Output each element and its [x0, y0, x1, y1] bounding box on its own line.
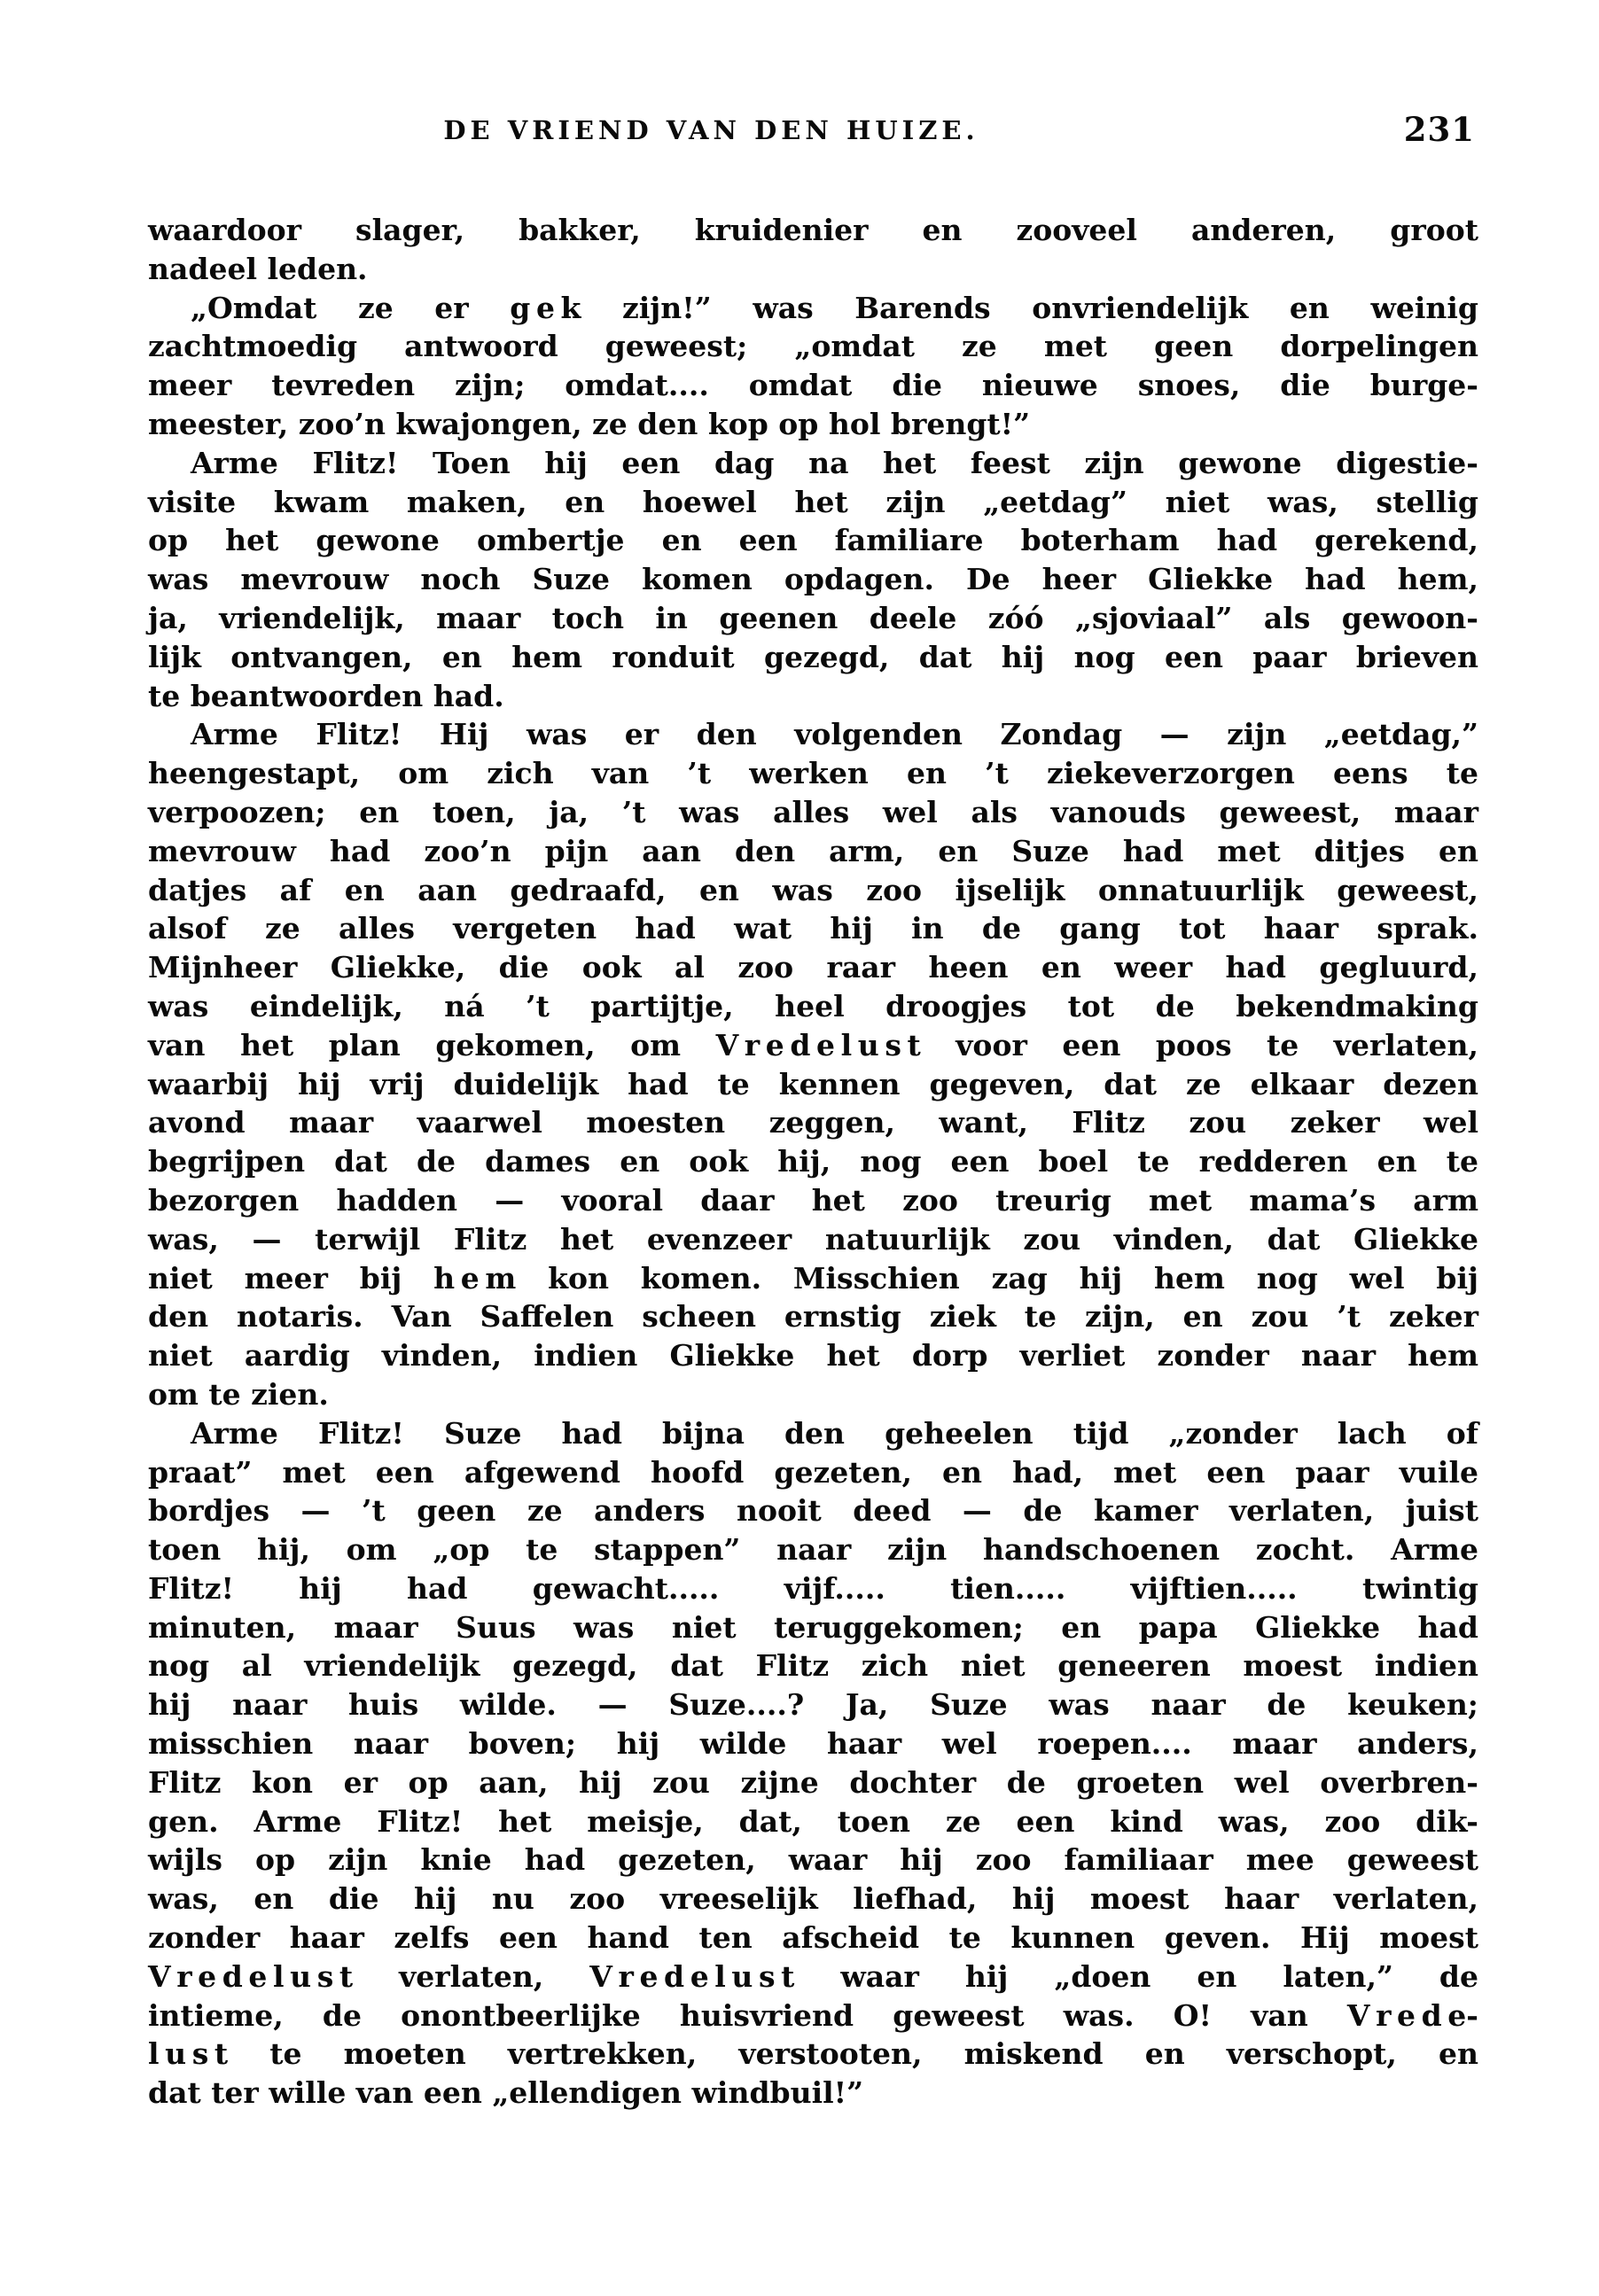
text-line: verpoozen; en toen, ja, ’t was alles wel als vanouds geweest, maar: [148, 794, 1478, 829]
text-line: Flitz kon er op aan, hij zou zijne dochter de groeten wel overbren-: [148, 1764, 1478, 1800]
text-line: gen. Arme Flitz! het meisje, dat, toen ze een kind was, zoo dik-: [148, 1803, 1478, 1839]
text-line: bezorgen hadden — vooral daar het zoo treurig met mama’s arm: [148, 1182, 1478, 1218]
text-line: minuten, maar Suus was niet teruggekomen; en papa Gliekke had: [148, 1609, 1478, 1645]
text-line: Arme Flitz! Suze had bijna den geheelen tijd „zonder lach of: [191, 1415, 1478, 1451]
text-line: Arme Flitz! Hij was er den volgenden Zondag — zijn „eetdag,”: [191, 717, 1478, 752]
text-line: om te zien.: [148, 1376, 329, 1412]
text-line: was eindelijk, ná ’t partijtje, heel droogjes tot de bekendmaking: [148, 988, 1478, 1023]
text-block: [148, 211, 1478, 2113]
text-line: ja, vriendelijk, maar toch in geenen deele zóó „sjoviaal” als gewoon-: [148, 600, 1478, 635]
paragraph: [148, 715, 1478, 1413]
text-line: waardoor slager, bakker, kruidenier en zooveel anderen, groot: [148, 213, 1478, 247]
text-line: te beantwoorden had.: [148, 678, 504, 713]
text-line: op het gewone ombertje en een familiare boterham had gerekend,: [148, 523, 1478, 558]
text-line: toen hij, om „op te stappen” naar zijn handschoenen zocht. Arme: [148, 1532, 1478, 1568]
text-line: visite kwam maken, en hoewel het zijn „eetdag” niet was, stellig: [148, 484, 1478, 519]
text-line: hij naar huis wilde. — Suze....? Ja, Suze was naar de keuken;: [148, 1687, 1478, 1723]
text-line: was, — terwijl Flitz het evenzeer natuurlijk zou vinden, dat Gliekke: [148, 1221, 1478, 1257]
paragraph: [148, 444, 1478, 716]
text-line: intieme, de onontbeerlijke huisvriend geweest was. O! van V r e d e-: [148, 1997, 1478, 2033]
text-line: dat ter wille van een „ellendigen windbuil!”: [148, 2075, 864, 2111]
text-line: zonder haar zelfs een hand ten afscheid te kunnen geven. Hij moest: [148, 1920, 1478, 1956]
paragraph: [148, 211, 1478, 289]
text-line: den notaris. Van Saffelen scheen ernstig ziek te zijn, en zou ’t zeker: [148, 1299, 1478, 1335]
text-line: bordjes — ’t geen ze anders nooit deed — de kamer verlaten, juist: [148, 1493, 1478, 1529]
text-line: l u s t te moeten vertrekken, verstooten, miskend en verschopt, en: [148, 2036, 1478, 2072]
paragraph: [148, 1414, 1478, 2113]
text-line: begrijpen dat de dames en ook hij, nog een boel te redderen en te: [148, 1144, 1478, 1179]
text-line: van het plan gekomen, om V r e d e l u s t voor een poos te verlaten,: [148, 1027, 1478, 1062]
text-line: niet meer bij h e m kon komen. Misschien zag hij hem nog wel bij: [148, 1260, 1478, 1296]
text-line: was mevrouw noch Suze komen opdagen. De heer Gliekke had hem,: [148, 562, 1478, 597]
text-line: Mijnheer Gliekke, die ook al zoo raar heen en weer had gegluurd,: [148, 950, 1478, 985]
text-line: heengestapt, om zich van ’t werken en ’t ziekeverzorgen eens te: [148, 756, 1478, 791]
page-header: [148, 110, 1478, 156]
text-line: Arme Flitz! Toen hij een dag na het feest zijn gewone digestie-: [191, 445, 1478, 480]
text-line: meester, zoo’n kwajongen, ze den kop op hol brengt!”: [148, 406, 1031, 441]
text-line: misschien naar boven; hij wilde haar wel roepen.... maar anders,: [148, 1726, 1478, 1762]
text-line: was, en die hij nu zoo vreeselijk liefhad, hij moest haar verlaten,: [148, 1881, 1478, 1917]
text-line: zachtmoedig antwoord geweest; „omdat ze met geen dorpelingen: [148, 329, 1478, 364]
page-number: 231: [1403, 110, 1475, 149]
text-line: lijk ontvangen, en hem ronduit gezegd, dat hij nog een paar brieven: [148, 639, 1478, 674]
text-line: mevrouw had zoo’n pijn aan den arm, en Suze had met ditjes en: [148, 833, 1478, 868]
text-line: Flitz! hij had gewacht..... vijf..... tien..... vijftien..... twintig: [148, 1570, 1478, 1606]
text-line: wijls op zijn knie had gezeten, waar hij zoo familiaar mee geweest: [148, 1842, 1478, 1878]
text-line: datjes af en aan gedraafd, en was zoo ijselijk onnatuurlijk geweest,: [148, 872, 1478, 907]
text-line: alsof ze alles vergeten had wat hij in de gang tot haar sprak.: [148, 911, 1478, 946]
text-line: avond maar vaarwel moesten zeggen, want, Flitz zou zeker wel: [148, 1105, 1478, 1140]
text-line: waarbij hij vrij duidelijk had te kennen gegeven, dat ze elkaar dezen: [148, 1066, 1478, 1101]
text-line: V r e d e l u s t verlaten, V r e d e l u s t waar hij „doen en laten,” de: [148, 1958, 1478, 1994]
text-line: nadeel leden.: [148, 251, 368, 286]
paragraph: [148, 289, 1478, 444]
text-line: „Omdat ze er g e k zijn!” was Barends onvriendelijk en weinig: [191, 290, 1478, 325]
text-line: nog al vriendelijk gezegd, dat Flitz zich niet geneeren moest indien: [148, 1648, 1478, 1684]
running-title: DE VRIEND VAN DEN HUIZE.: [443, 115, 979, 145]
text-line: meer tevreden zijn; omdat.... omdat die nieuwe snoes, die burge-: [148, 368, 1478, 403]
text-line: praat” met een afgewend hoofd gezeten, en had, met een paar vuile: [148, 1454, 1478, 1490]
text-line: niet aardig vinden, indien Gliekke het dorp verliet zonder naar hem: [148, 1338, 1478, 1374]
